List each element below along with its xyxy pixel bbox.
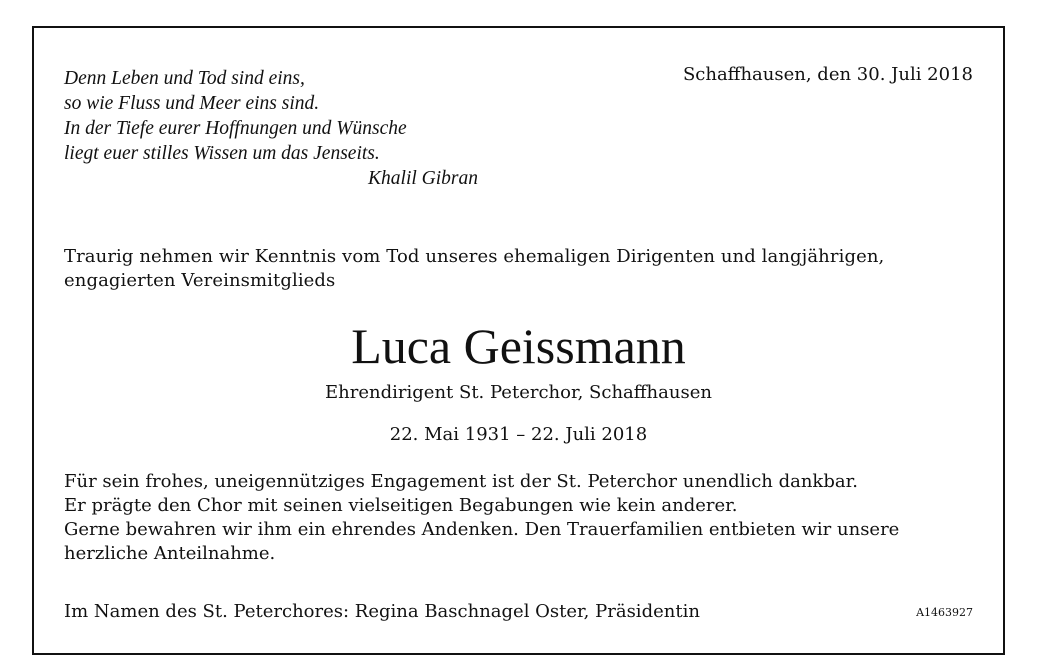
- intro-paragraph: [64, 245, 974, 293]
- notice-frame: [32, 26, 1005, 655]
- deceased-name: Luca Geissmann: [351, 318, 686, 374]
- signature-line: Im Namen des St. Peterchores: Regina Baschnagel Oster, Präsidentin: [64, 601, 700, 622]
- quote-author: Khalil Gibran: [368, 168, 478, 189]
- quote-line: In der Tiefe eurer Hoffnungen und Wünsche: [64, 118, 407, 139]
- reference-code: A1463927: [916, 606, 973, 619]
- life-dates: 22. Mai 1931 – 22. Juli 2018: [389, 424, 648, 445]
- intro-line: Traurig nehmen wir Kenntnis vom Tod unseres ehemaligen Dirigenten und langjährigen,: [64, 246, 885, 267]
- quote-line: so wie Fluss und Meer eins sind.: [64, 93, 320, 114]
- epigraph-quote: [64, 66, 514, 191]
- quote-line: Denn Leben und Tod sind eins,: [64, 68, 305, 89]
- place-and-date: Schaffhausen, den 30. Juli 2018: [682, 64, 973, 85]
- tribute-line: herzliche Anteilnahme.: [64, 543, 276, 564]
- tribute-paragraph: [64, 470, 979, 566]
- tribute-line: Für sein frohes, uneigennütziges Engagement ist der St. Peterchor unendlich dankbar.: [64, 471, 858, 492]
- quote-line: liegt euer stilles Wissen um das Jenseits.: [64, 143, 380, 164]
- tribute-line: Er prägte den Chor mit seinen vielseitigen Begabungen wie kein anderer.: [64, 495, 738, 516]
- intro-line: engagierten Vereinsmitglieds: [64, 270, 336, 291]
- deceased-title: Ehrendirigent St. Peterchor, Schaffhausen: [325, 382, 712, 403]
- tribute-line: Gerne bewahren wir ihm ein ehrendes Andenken. Den Trauerfamilien entbieten wir unsere: [64, 519, 900, 540]
